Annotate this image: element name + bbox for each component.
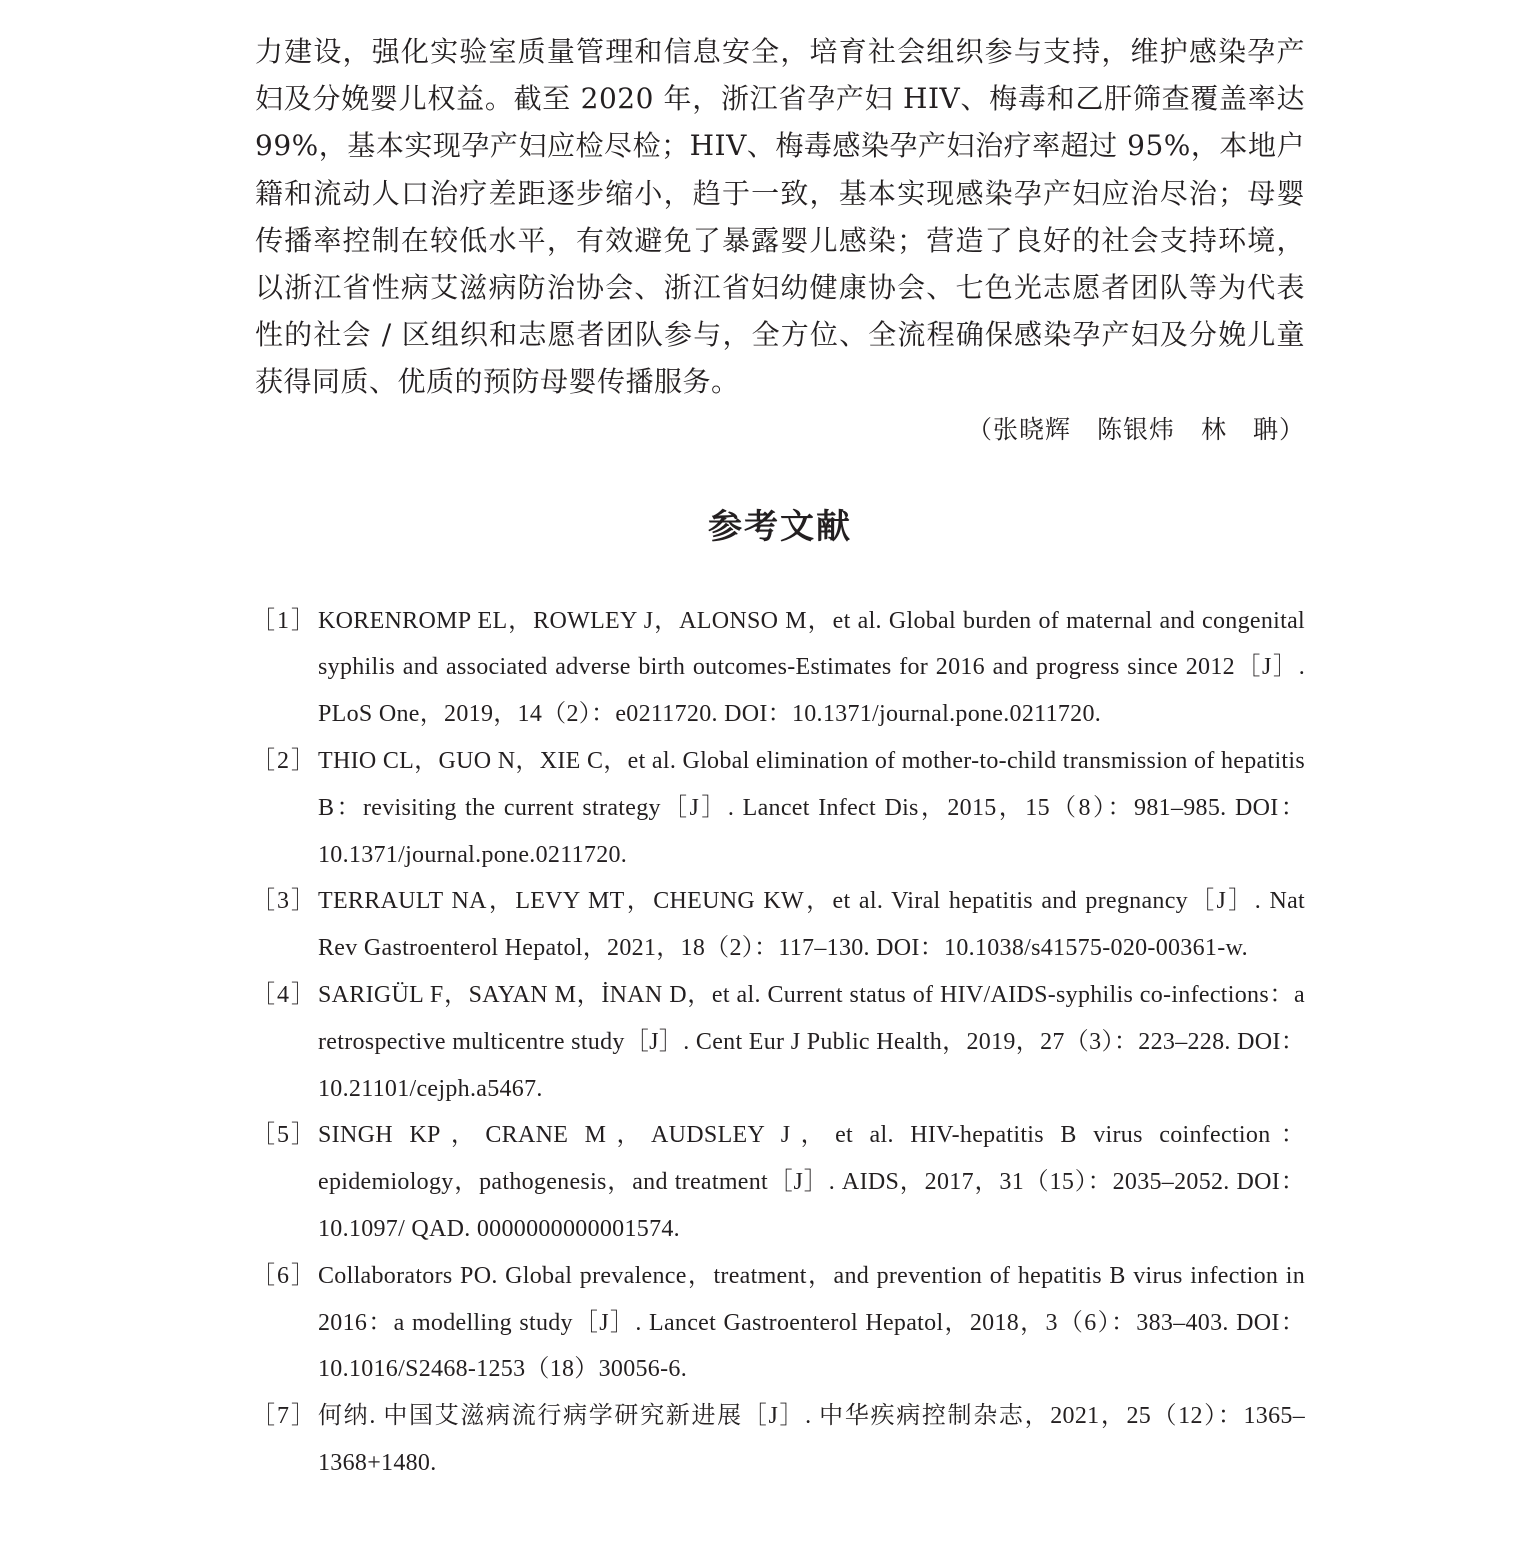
reference-item (251, 738, 1305, 878)
reference-item (251, 1253, 1305, 1393)
document-page (251, 28, 1305, 1487)
reference-item (251, 1112, 1305, 1252)
reference-number: ［7］ (251, 1403, 317, 1430)
references-list (251, 598, 1305, 1487)
reference-text: Collaborators PO. Global prevalence，treatment，and prevention of hepatitis B virus infection in 2016：a modelling study［J］. Lancet Gastroenterol Hepatol，2018，3（6）：383–403. DOI：10.1016/S2468-1253（18）30056-6. (318, 1262, 1305, 1383)
reference-text: SARIGÜL F，SAYAN M，İNAN D，et al. Current status of HIV/AIDS-syphilis co-infections：a retrospective multicentre study［J］. Cent Eur J Public Health，2019，27（3）：223–228. DOI：10.21101/cejph.a5467. (318, 982, 1305, 1102)
body-paragraph: 力建设，强化实验室质量管理和信息安全，培育社会组织参与支持，维护感染孕产妇及分娩婴儿权益。截至 2020 年，浙江省孕产妇 HIV、梅毒和乙肝筛查覆盖率达 99%，基本实现孕产妇应检尽检；HIV、梅毒感染孕产妇治疗率超过 95%，本地户籍和流动人口治疗差距逐步缩小，趋于一致，基本实现感染孕产妇应治尽治；母婴传播率控制在较低水平，有效避免了暴露婴儿感染；营造了良好的社会支持环境，以浙江省性病艾滋病防治协会、浙江省妇幼健康协会、七色光志愿者团队等为代表性的社会 / 区组织和志愿者团队参与，全方位、全流程确保感染孕产妇及分娩儿童获得同质、优质的预防母婴传播服务。 (255, 35, 1305, 399)
reference-number: ［1］ (251, 607, 317, 634)
reference-text: KORENROMP EL，ROWLEY J，ALONSO M，et al. Global burden of maternal and congenital syphilis and associated adverse birth outcomes-Estimates for 2016 and progress since 2012［J］. PLoS One，2019，14（2）：e0211720. DOI：10.1371/journal.pone.0211720. (318, 607, 1305, 728)
reference-text: SINGH KP，CRANE M，AUDSLEY J，et al. HIV-hepatitis B virus coinfection：epidemiology，pathogenesis，and treatment［J］. AIDS，2017，31（15）：2035–2052. DOI：10.1097/ QAD. 0000000000001574. (318, 1122, 1305, 1242)
reference-number: ［6］ (251, 1262, 317, 1289)
reference-item (251, 972, 1305, 1112)
reference-text: THIO CL，GUO N，XIE C，et al. Global elimination of mother-to-child transmission of hepatitis B：revisiting the current strategy［J］. Lancet Infect Dis，2015，15（8）：981–985. DOI：10.1371/journal.pone.0211720. (318, 748, 1305, 868)
references-heading: 参考文献 (708, 506, 852, 547)
reference-text: 何纳. 中国艾滋病流行病学研究新进展［J］. 中华疾病控制杂志，2021，25（12）：1365–1368+1480. (318, 1403, 1305, 1476)
reference-item (251, 1393, 1305, 1487)
reference-number: ［2］ (251, 748, 317, 775)
reference-text: TERRAULT NA，LEVY MT，CHEUNG KW，et al. Viral hepatitis and pregnancy［J］. Nat Rev Gastroenterol Hepatol，2021，18（2）：117–130. DOI：10.1038/s41575-020-00361-w. (318, 888, 1305, 962)
reference-item (251, 878, 1305, 972)
reference-item (251, 598, 1305, 738)
reference-number: ［5］ (251, 1122, 317, 1149)
reference-number: ［4］ (251, 982, 317, 1008)
authors-line: （张晓辉 陈银炜 林 聃） (966, 414, 1305, 444)
reference-number: ［3］ (251, 888, 317, 915)
